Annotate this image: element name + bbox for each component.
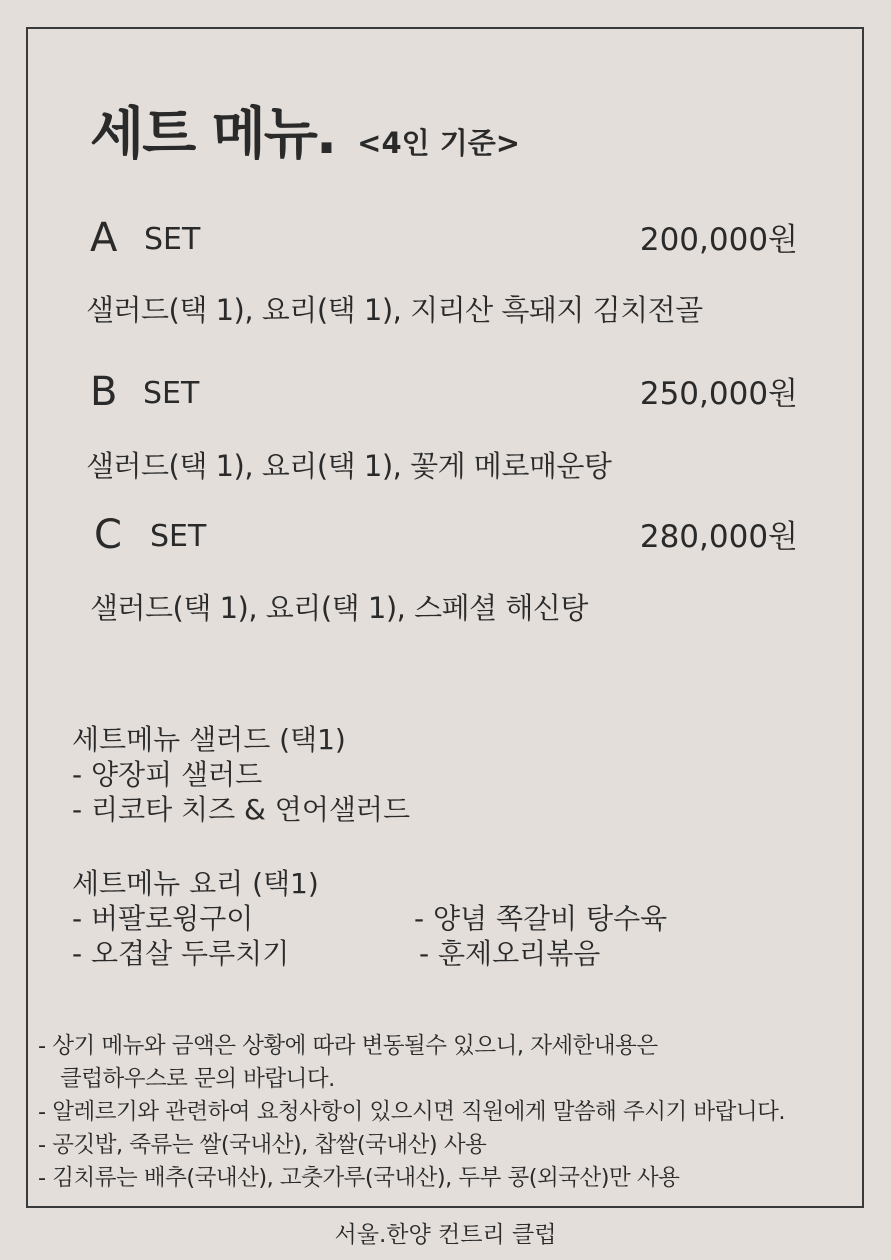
set-a-row [0, 215, 891, 268]
set-a-description: 샐러드(택 1), 요리(택 1), 지리산 흑돼지 김치전골 [86, 293, 703, 327]
dish-section [72, 866, 772, 971]
salad-item: - 양장피 샐러드 [72, 758, 263, 791]
set-a-label: SET [144, 222, 201, 257]
note-line: 클럽하우스로 문의 바랍니다. [60, 1066, 335, 1092]
salad-section [72, 722, 410, 827]
set-b-label: SET [143, 376, 200, 411]
dish-item: - 버팔로윙구이 [72, 902, 254, 935]
dish-item: - 훈제오리볶음 [419, 937, 601, 970]
note-line: - 김치류는 배추(국내산), 고춧가루(국내산), 두부 콩(외국산)만 사용 [38, 1165, 680, 1191]
dish-item: - 양념 쪽갈비 탕수육 [414, 902, 668, 935]
club-name-footer: 서울.한양 컨트리 클럽 [334, 1222, 557, 1248]
note-line: - 공깃밥, 죽류는 쌀(국내산), 찹쌀(국내산) 사용 [38, 1132, 487, 1158]
note-line: - 상기 메뉴와 금액은 상황에 따라 변동될수 있으니, 자세한내용은 [38, 1033, 658, 1059]
dish-section-heading: 세트메뉴 요리 (택1) [72, 867, 319, 900]
set-c-row [0, 512, 891, 565]
set-a-price: 200,000원 [639, 222, 798, 258]
set-c-price: 280,000원 [639, 519, 798, 555]
set-b-letter: B [90, 369, 118, 415]
dish-row [72, 936, 772, 971]
note-line: - 알레르기와 관련하여 요청사항이 있으시면 직원에게 말씀해 주시기 바랍니다. [38, 1099, 786, 1125]
menu-title: 세트 메뉴. [90, 102, 336, 167]
menu-title-subtitle: <4인 기준> [357, 126, 521, 160]
set-c-label: SET [150, 519, 207, 554]
set-a-letter: A [90, 215, 118, 261]
set-c-description: 샐러드(택 1), 요리(택 1), 스페셜 해신탕 [90, 591, 588, 625]
set-b-row [0, 369, 891, 422]
set-c-letter: C [94, 512, 122, 558]
salad-item: - 리코타 치즈 & 연어샐러드 [72, 793, 411, 826]
set-b-price: 250,000원 [639, 376, 798, 412]
salad-section-heading: 세트메뉴 샐러드 (택1) [72, 723, 346, 756]
dish-item: - 오겹살 두루치기 [72, 937, 290, 970]
notes-section [38, 1030, 785, 1195]
dish-row [72, 901, 772, 936]
menu-title-row [90, 90, 520, 170]
set-b-description: 샐러드(택 1), 요리(택 1), 꽃게 메로매운탕 [86, 449, 612, 483]
